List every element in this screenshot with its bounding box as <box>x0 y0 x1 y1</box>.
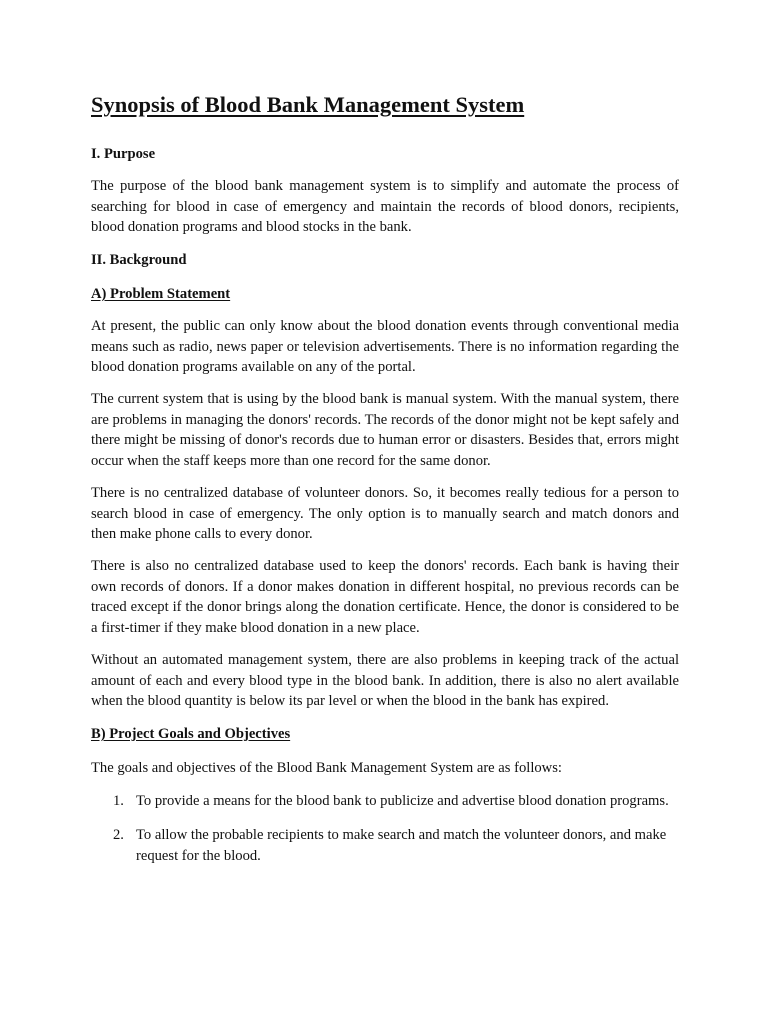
problem-paragraph: The current system that is using by the blood bank is manual system. With the manual system, there are problems in managing the donors' records. The records of the donor might not be kept safely and there might be missing of donor's records due to human error or disasters. Besides that, errors might occur when the staff keeps more than one record for the same donor. <box>91 391 679 469</box>
page-title: Synopsis of Blood Bank Management System <box>91 92 525 117</box>
subsection-heading-problem-statement: A) Problem Statement <box>91 286 231 302</box>
list-item-number: 2. <box>113 827 124 843</box>
problem-paragraph: Without an automated management system, there are also problems in keeping track of the actual amount of each and every blood type in the blood bank. In addition, there is also no alert available when the blood quantity is below its par level or when the blood in the bank has expired. <box>91 652 679 709</box>
problem-paragraph: There is no centralized database of volunteer donors. So, it becomes really tedious for a person to search blood in case of emergency. The only option is to manually search and match donors and then make phone calls to every donor. <box>91 485 679 542</box>
list-item-number: 1. <box>113 793 124 809</box>
section-heading-background: II. Background <box>91 252 187 268</box>
section-heading-purpose: I. Purpose <box>91 146 156 162</box>
problem-paragraph: There is also no centralized database used to keep the donors' records. Each bank is having their own records of donors. If a donor makes donation in different hospital, no previous records can be traced except if the donor brings along the donation certificate. Hence, the donor is considered to be a first-timer if they make blood donation in a new place. <box>91 558 679 636</box>
list-item-text: To allow the probable recipients to make search and match the volunteer donors, and make request for the blood. <box>136 827 667 864</box>
list-item-text: To provide a means for the blood bank to publicize and advertise blood donation programs. <box>136 793 669 809</box>
goals-intro-paragraph: The goals and objectives of the Blood Bank Management System are as follows: <box>91 760 562 776</box>
subsection-heading-project-goals: B) Project Goals and Objectives <box>91 726 291 742</box>
problem-paragraph: At present, the public can only know about the blood donation events through conventional media means such as radio, news paper or television advertisements. There is no information regarding the blood donation programs available on any of the portal. <box>91 318 679 375</box>
purpose-paragraph: The purpose of the blood bank management system is to simplify and automate the process of searching for blood in case of emergency and maintain the records of blood donors, recipients, blood donation programs and blood stocks in the bank. <box>91 178 679 235</box>
